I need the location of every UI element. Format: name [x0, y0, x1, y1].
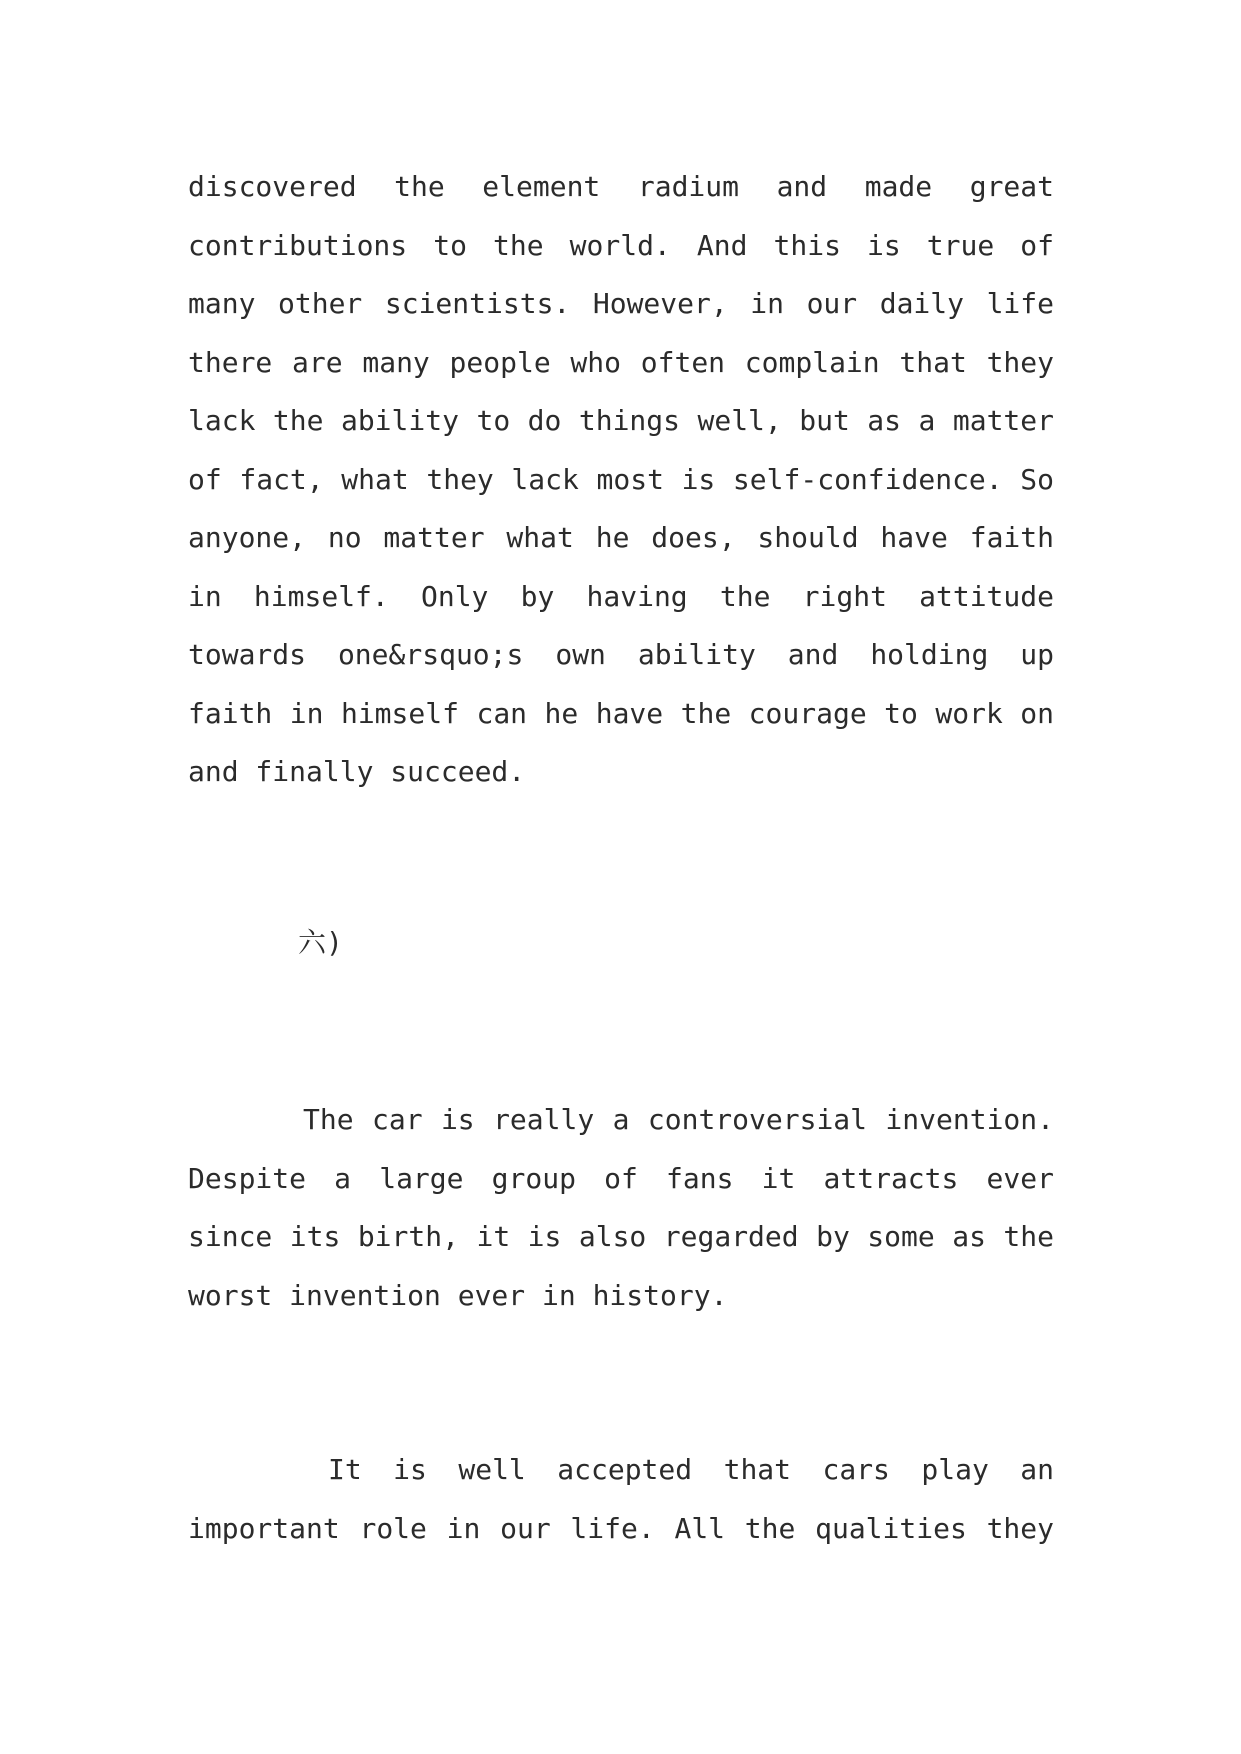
- section-heading: 六): [298, 926, 343, 959]
- paragraph-car-intro: [188, 1091, 1054, 1325]
- text-line: and finally succeed.: [188, 755, 526, 788]
- text-line: discovered the element radium and made great: [188, 170, 1054, 203]
- text-line: It is well accepted that cars play an: [328, 1453, 1054, 1486]
- text-line: contributions to the world. And this is true of: [188, 228, 1054, 262]
- text-line: of fact, what they lack most is self-confidence. So: [188, 462, 1054, 496]
- text-line: important role in our life. All the qualities they: [188, 1511, 1054, 1545]
- text-line: towards one&rsquo;s own ability and holding up: [188, 638, 1054, 671]
- text-line: in himself. Only by having the right attitude: [188, 579, 1054, 613]
- text-line: worst invention ever in history.: [188, 1278, 728, 1312]
- text-line: anyone, no matter what he does, should have faith: [188, 521, 1054, 554]
- text-line: many other scientists. However, in our daily life: [188, 287, 1054, 320]
- paragraph-self-confidence: [188, 158, 1054, 802]
- text-line: since its birth, it is also regarded by some as the: [188, 1220, 1054, 1253]
- text-line: faith in himself can he have the courage to work on: [188, 696, 1054, 730]
- text-line: there are many people who often complain that they: [188, 345, 1054, 379]
- paragraph-car-role: [188, 1441, 1054, 1558]
- text-line: lack the ability to do things well, but as a matter: [188, 404, 1054, 437]
- text-line: Despite a large group of fans it attracts ever: [188, 1161, 1054, 1195]
- text-line: The car is really a controversial invention.: [303, 1103, 1054, 1136]
